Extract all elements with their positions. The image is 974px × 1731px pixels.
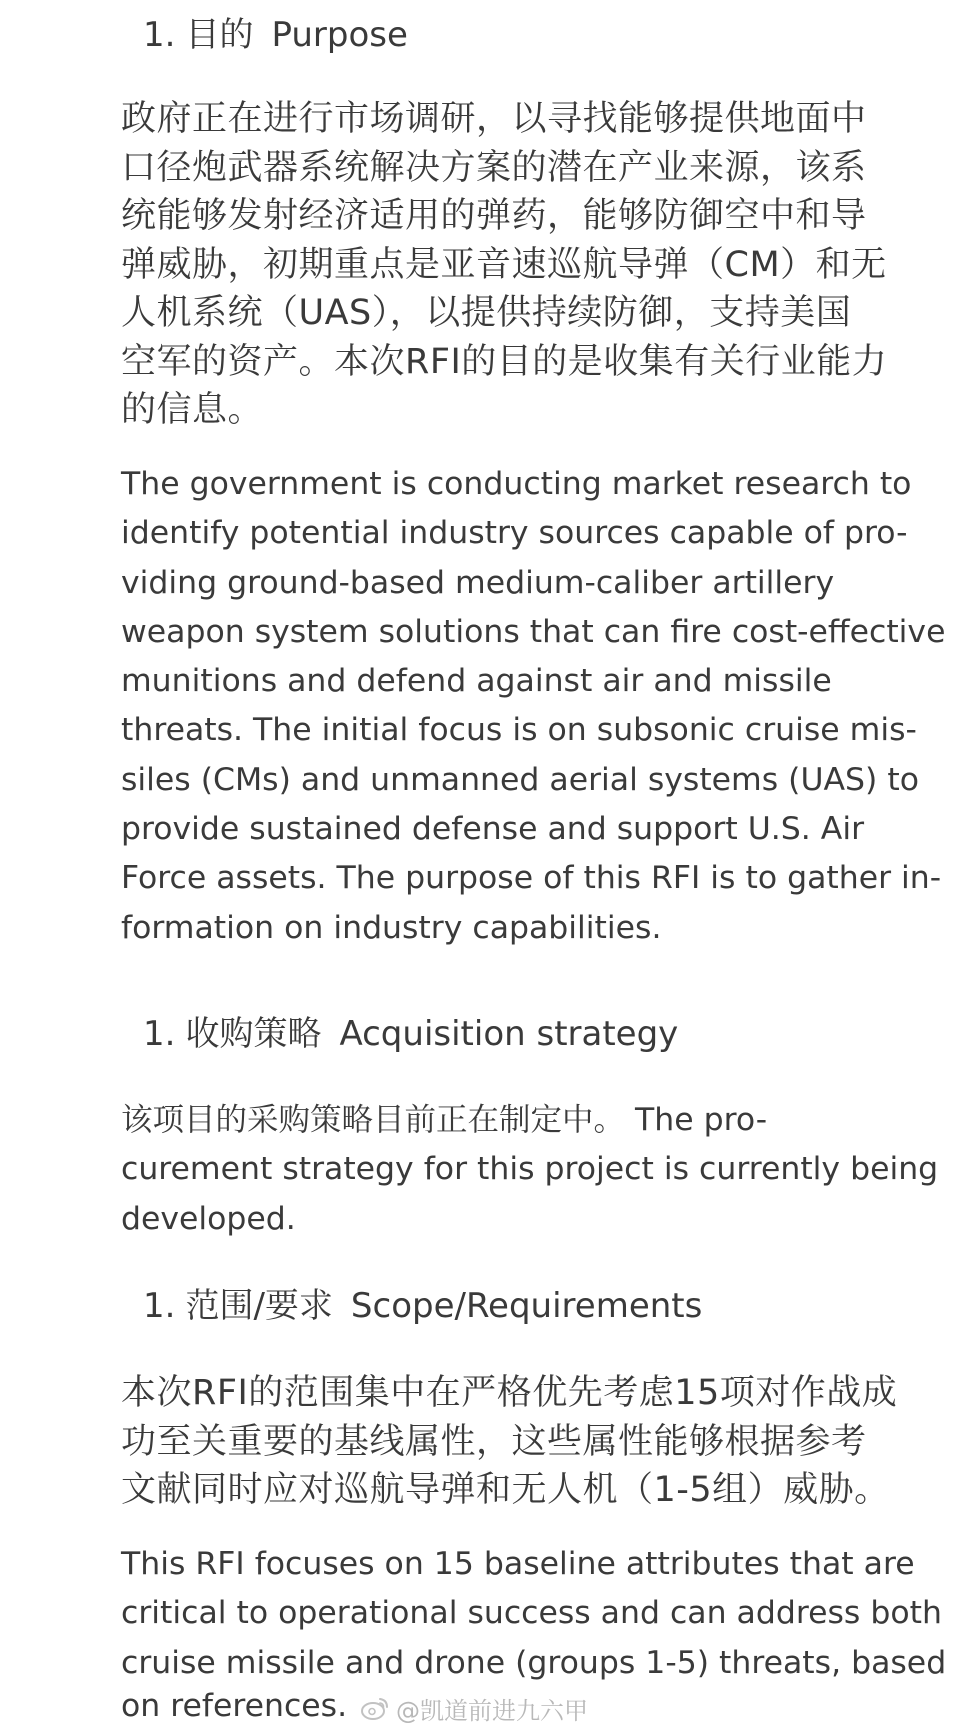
heading-number: 1. [143, 15, 176, 55]
text-line: 空军的资产。本次RFI的目的是收集有关行业能力 [121, 341, 888, 382]
heading-number: 1. [143, 1286, 176, 1326]
text-line: identify potential industry sources capable of pro- [121, 515, 908, 552]
section-heading-purpose [143, 13, 408, 57]
scope-paragraph-zh [121, 1369, 941, 1515]
heading-zh: 目的 [185, 15, 254, 55]
text-line: viding ground-based medium-caliber artillery [121, 564, 835, 601]
text-line: 文献同时应对巡航导弹和无人机（1-5组）威胁。 [121, 1470, 890, 1510]
purpose-paragraph-zh [121, 95, 941, 435]
text-line: 口径炮武器系统解决方案的潜在产业来源，该系 [121, 147, 867, 188]
purpose-paragraph-en [121, 460, 946, 953]
text-line: 本次RFI的范围集中在严格优先考虑15项对作战成 [121, 1373, 898, 1413]
heading-zh: 收购策略 [185, 1014, 322, 1054]
text-line: cruise missile and drone (groups 1-5) threats, based [121, 1644, 947, 1681]
text-line: 的信息。 [121, 390, 264, 430]
text-line: curement strategy for this project is currently being [121, 1151, 939, 1188]
watermark [360, 1690, 588, 1726]
text-line: The government is conducting market research to [121, 466, 912, 502]
section-heading-scope [143, 1284, 702, 1328]
text-line: formation on industry capabilities. [121, 909, 662, 946]
heading-en: Purpose [271, 15, 408, 55]
heading-en: Scope/Requirements [350, 1286, 703, 1326]
text-line: siles (CMs) and unmanned aerial systems (UAS) to [121, 761, 919, 798]
heading-en: Acquisition strategy [339, 1014, 679, 1054]
text-line: weapon system solutions that can fire cost-effective [121, 613, 946, 650]
heading-number: 1. [143, 1014, 176, 1054]
text-line: This RFI focuses on 15 baseline attributes that are [121, 1546, 915, 1582]
scope-paragraph-en-tail: on references. [121, 1688, 348, 1724]
text-line: provide sustained defense and support U.S. Air [121, 811, 865, 848]
heading-zh: 范围/要求 [185, 1286, 333, 1326]
text-line: critical to operational success and can address both [121, 1595, 942, 1632]
text-line: munitions and defend against air and missile [121, 663, 832, 700]
text-line: 功至关重要的基线属性，这些属性能够根据参考 [121, 1421, 867, 1462]
scope-paragraph-en [121, 1540, 947, 1688]
text-line: developed. [121, 1200, 296, 1237]
text-line: 弹威胁，初期重点是亚音速巡航导弹（CM）和无 [121, 244, 887, 285]
text-line: 统能够发射经济适用的弹药，能够防御空中和导 [121, 196, 867, 236]
text-line: Force assets. The purpose of this RFI is to gather in- [121, 860, 942, 897]
watermark-text: @凯道前进九六甲 [396, 1696, 588, 1725]
acquisition-paragraph [121, 1096, 941, 1244]
text-line: 该项目的采购策略目前正在制定中。 The pro- [121, 1102, 768, 1138]
section-heading-acquisition [143, 1012, 678, 1056]
text-line: threats. The initial focus is on subsonic cruise mis- [121, 712, 917, 749]
text-line: 政府正在进行市场调研，以寻找能够提供地面中 [121, 99, 867, 139]
weibo-icon [360, 1695, 390, 1721]
text-line: 人机系统（UAS），以提供持续防御，支持美国 [121, 293, 852, 333]
